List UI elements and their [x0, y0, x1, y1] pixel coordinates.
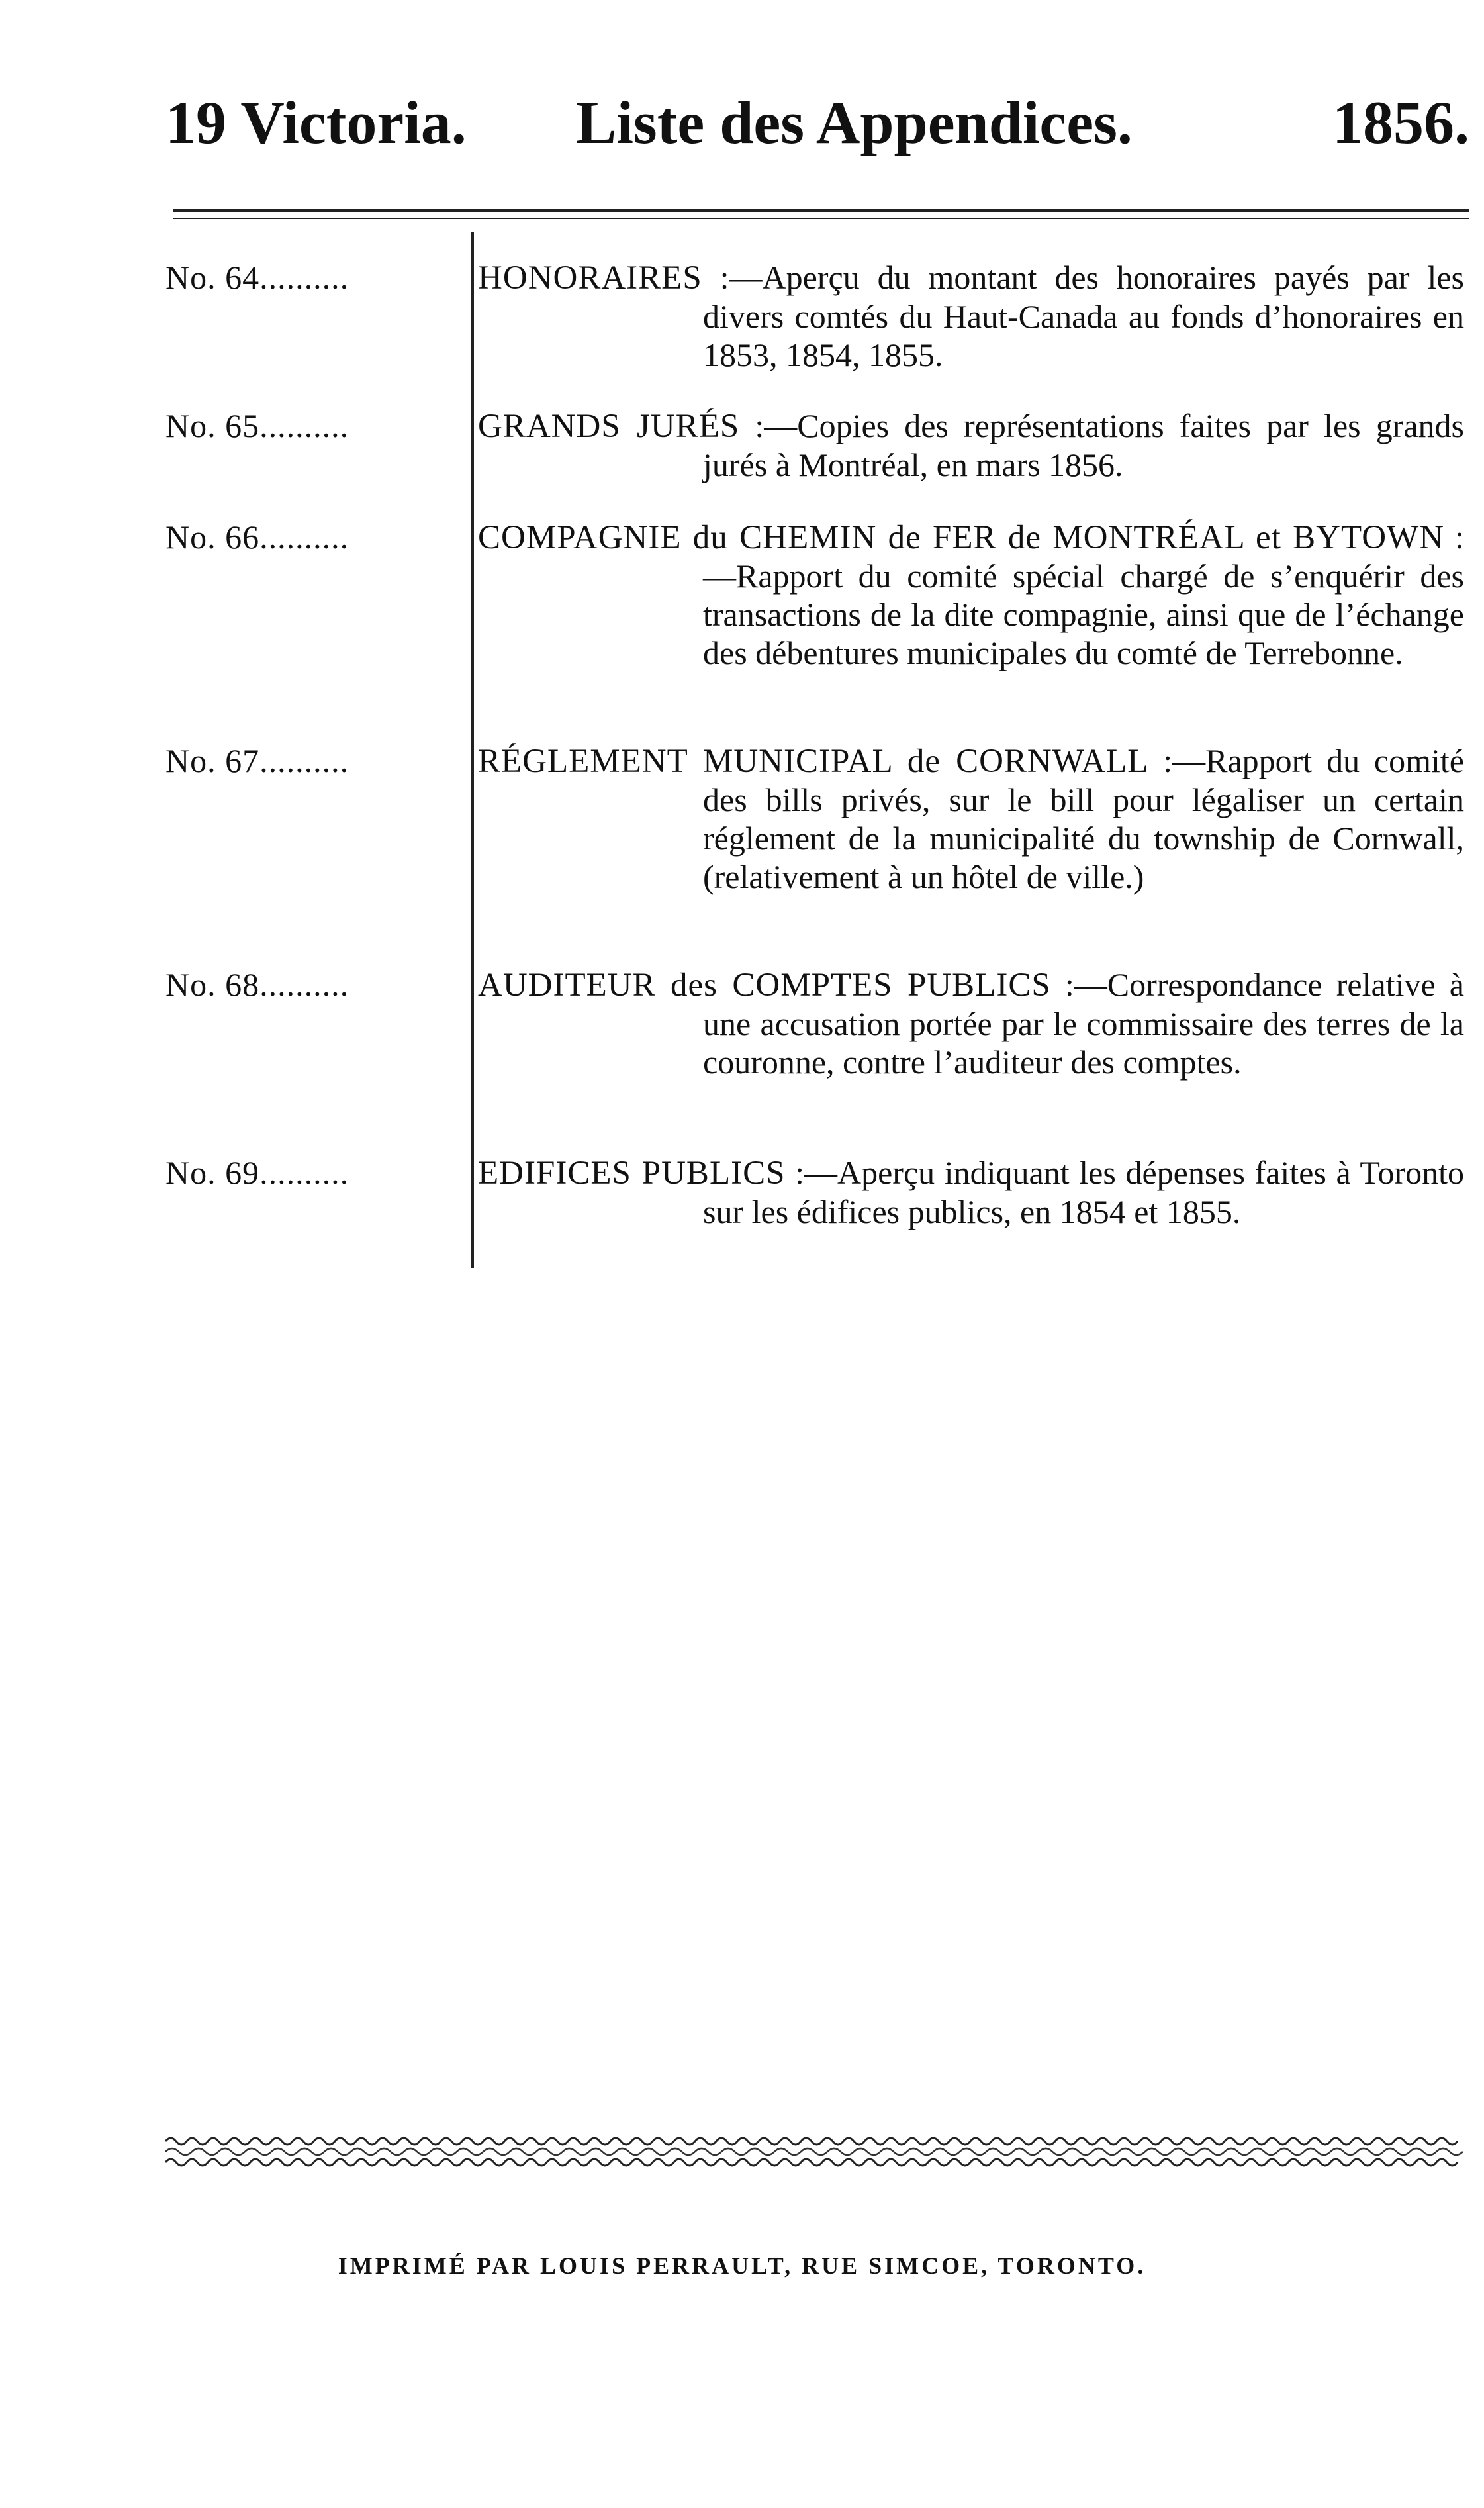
- entry-description: [478, 518, 1464, 672]
- entry-body: :—Aperçu du montant des honoraires payés par les divers comtés du Haut-Canada au fonds d’honoraires en 1853, 1854, 1855.: [702, 259, 1464, 373]
- entry-title: COMPAGNIE du CHEMIN de FER de MONTRÉAL et BYTOWN: [478, 519, 1445, 556]
- entry-description: [478, 407, 1464, 484]
- entry-description: [478, 258, 1464, 374]
- entry-number: No. 64..........: [165, 259, 349, 296]
- entry-body: :—Correspondance relative à une accusation portée par le commissaire des terres de la couronne, contre l’auditeur des comptes.: [703, 966, 1464, 1081]
- entry-number: No. 65..........: [165, 407, 349, 444]
- column-divider: [471, 232, 474, 1268]
- entry-title: HONORAIRES: [478, 260, 702, 297]
- page-header: [165, 86, 1469, 172]
- entry-body: :—Copies des représentations faites par les grands jurés à Montréal, en mars 1856.: [703, 407, 1464, 483]
- entry-body: :—Rapport du comité des bills privés, sur le bill pour légaliser un certain réglement de la municipalité du township de Cornwall, (relativement à un hôtel de ville.): [703, 742, 1464, 895]
- entry-title: GRANDS JURÉS: [478, 408, 740, 445]
- entry-description: [478, 742, 1464, 896]
- entry-description: [478, 965, 1464, 1081]
- entry-title: RÉGLEMENT MUNICIPAL de CORNWALL: [478, 743, 1149, 780]
- header-regnal-year: 19 Victoria.: [165, 89, 467, 156]
- entry-title: AUDITEUR des COMPTES PUBLICS: [478, 967, 1051, 1004]
- entry-number: No. 67..........: [165, 742, 349, 779]
- header-rule-thin: [173, 218, 1469, 219]
- entry-number: No. 69..........: [165, 1154, 349, 1191]
- entry-description: [478, 1153, 1464, 1231]
- entry-title: EDIFICES PUBLICS: [478, 1155, 786, 1192]
- header-rule-thick: [173, 209, 1469, 212]
- header-year: 1856.: [1332, 89, 1469, 156]
- ornamental-rule: [165, 2132, 1463, 2172]
- entry-number: No. 66..........: [165, 518, 349, 555]
- entry-number: No. 68..........: [165, 966, 349, 1003]
- header-title: Liste des Appendices.: [576, 89, 1133, 156]
- printer-imprint: IMPRIMÉ PAR LOUIS PERRAULT, RUE SIMCOE, TORONTO.: [338, 2252, 1146, 2279]
- entry-body: :—Rapport du comité spécial chargé de s’enquérir des transactions de la dite compagnie, ainsi que de l’échange des débentures municipales du comté de Terrebonne.: [703, 518, 1464, 671]
- entry-body: :—Aperçu indiquant les dépenses faites à Toronto sur les édifices publics, en 1854 et 1855.: [703, 1154, 1464, 1230]
